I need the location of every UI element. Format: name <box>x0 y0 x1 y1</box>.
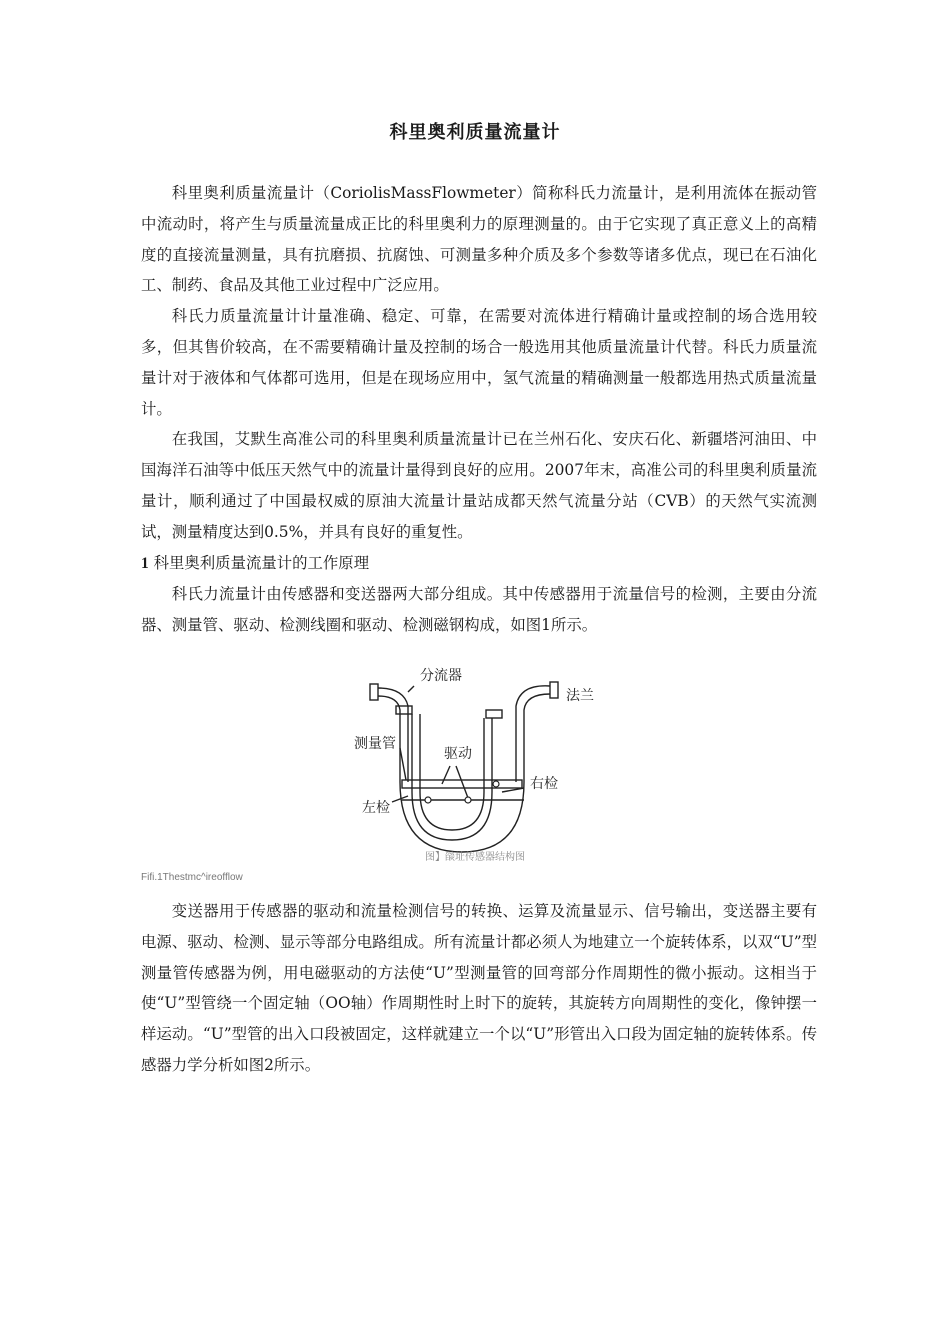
label-measuring-tube: 测量管 <box>354 736 396 752</box>
label-flange: 法兰 <box>566 688 594 704</box>
label-right-detector: 右检 <box>530 776 558 792</box>
label-splitter: 分流器 <box>420 668 462 684</box>
section-number: 1 <box>141 554 149 572</box>
transmitter-section <box>141 896 817 1081</box>
intro-section <box>141 178 817 641</box>
leader-drive-a <box>442 766 450 784</box>
u-tube-large <box>400 782 524 852</box>
label-drive: 驱动 <box>444 746 472 762</box>
paragraph-intro: 科里奥利质量流量计（CoriolisMassFlowmeter）简称科氏力流量计，是利用流体在振动管中流动时，将产生与质量流量成正比的科里奥利力的原理测量的。由于它实现了真正意义上的高精度的直接流量测量，具有抗磨损、抗腐蚀、可测量多种介质及多个参数等诸多优点，现已在石油化工、制药、食品及其他工业过程中广泛应用。 <box>141 184 817 295</box>
leader-drive-b <box>456 766 468 798</box>
left-collar <box>396 706 412 714</box>
left-flange-shape <box>370 684 378 700</box>
detector-magnet-center <box>465 797 471 803</box>
right-collar <box>486 710 502 718</box>
u-tube-inner <box>420 714 484 830</box>
label-left-detector: 左检 <box>362 800 390 816</box>
right-outlet-pipe <box>516 686 550 782</box>
figure-caption-en: Fifi.1Thestmc^ireofflow <box>141 872 243 883</box>
paragraph-sensor-composition: 科氏力流量计由传感器和变送器两大部分组成。其中传感器用于流量信号的检测，主要由分流器、测量管、驱动、检测线圈和驱动、检测磁钢构成，如图1所示。 <box>141 585 817 635</box>
right-outlet-pipe-inner <box>524 694 550 782</box>
drive-magnet <box>493 781 499 787</box>
leader-left <box>392 796 408 802</box>
right-flange-shape <box>550 682 558 698</box>
u-tube-outer <box>412 714 492 840</box>
paragraph-transmitter: 变送器用于传感器的驱动和流量检测信号的转换、运算及流量显示、信号输出，变送器主要有电源、驱动、检测、显示等部分电路组成。所有流量计都必须人为地建立一个旋转体系，以双“U”型测量管传感器为例，用电磁驱动的方法使“U”型测量管的回弯部分作周期性的微小振动。这相当于使“U”型管绕一个固定轴（OO轴）作周期性时上时下的旋转，其旋转方向周期性的变化，像钟摆一样运动。“U”型管的出入口段被固定，这样就建立一个以“U”形管出入口段为固定轴的旋转体系。传感器力学分析如图2所示。 <box>141 902 817 1074</box>
document-title: 科里奥利质量流量计 <box>389 122 561 143</box>
leader-splitter <box>408 686 414 692</box>
paragraph-accuracy: 科氏力质量流量计计量准确、稳定、可靠，在需要对流体进行精确计量或控制的场合选用较多，但其售价较高，在不需要精确计量及控制的场合一般选用其他质量流量计代替。科氏力质量流量计对于液体和气体都可选用，但是在现场应用中，氢气流量的精确测量一般都选用热式质量流量计。 <box>141 307 817 418</box>
leader-measuring-tube <box>400 748 406 780</box>
sensor-structure-figure <box>352 662 612 862</box>
detector-magnet-left <box>425 797 431 803</box>
paragraph-china-usage: 在我国，艾默生高准公司的科里奥利质量流量计已在兰州石化、安庆石化、新疆塔河油田、中国海洋石油等中低压天然气中的流量计量得到良好的应用。2007年末，高准公司的科里奥利质量流量计，顺利通过了中国最权威的原油大流量计量站成都天然气流量分站（CVB）的天然气实流测试，测量精度达到0.5%，并具有良好的重复性。 <box>141 430 817 541</box>
section-heading <box>141 548 817 580</box>
figure-caption: 图】燄址传感器结构图 <box>425 852 525 863</box>
section-heading-text: 科里奥利质量流量计的工作原理 <box>153 553 370 572</box>
